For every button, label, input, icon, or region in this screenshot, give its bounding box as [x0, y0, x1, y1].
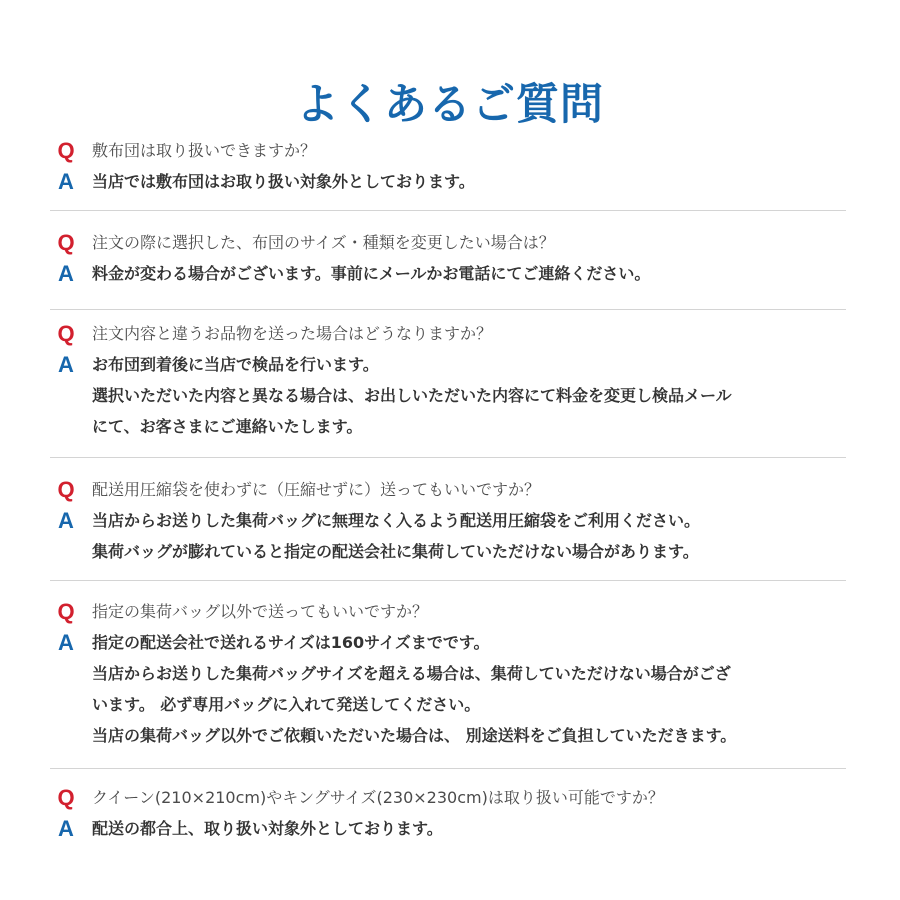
answer-text: お布団到着後に当店で検品を行います。 [92, 355, 379, 374]
answer-row [50, 380, 846, 411]
answer-mark-icon: A [58, 352, 74, 377]
faq-item-4 [50, 474, 846, 567]
question-mark-icon: Q [57, 230, 75, 255]
answer-row [50, 536, 846, 567]
faq-item-6 [50, 782, 846, 844]
answer-row [50, 720, 846, 751]
faq-item-3 [50, 318, 846, 442]
question-text: クイーン(210×210cm)やキングサイズ(230×230cm)は取り扱い可能ですか？ [92, 788, 664, 807]
answer-mark-icon: A [58, 261, 74, 286]
answer-row [50, 258, 846, 289]
answer-text: 当店からお送りした集荷バッグに無理なく入るよう配送用圧縮袋をご利用ください。 [92, 511, 701, 530]
answer-text: 当店からお送りした集荷バッグサイズを超える場合は、集荷していただけない場合がござ [92, 664, 731, 683]
answer-mark-icon: A [58, 508, 74, 533]
divider [50, 457, 846, 458]
question-text: 敷布団は取り扱いできますか？ [92, 141, 317, 160]
answer-mark-icon: A [58, 169, 74, 194]
answer-row [50, 166, 846, 197]
answer-text: 当店の集荷バッグ以外でご依頼いただいた場合は、 別途送料をご負担していただきます。 [92, 726, 737, 745]
answer-row [50, 813, 846, 844]
question-row [50, 596, 846, 627]
answer-row [50, 505, 846, 536]
answer-row [50, 349, 846, 380]
question-mark-icon: Q [57, 599, 75, 624]
divider [50, 580, 846, 581]
question-mark-icon: Q [57, 321, 75, 346]
answer-row [50, 411, 846, 442]
question-row [50, 782, 846, 813]
divider [50, 210, 846, 211]
question-mark-icon: Q [57, 785, 75, 810]
question-text: 指定の集荷バッグ以外で送ってもいいですか？ [92, 602, 429, 621]
answer-text: 指定の配送会社で送れるサイズは160サイズまでです。 [92, 633, 490, 652]
page-title: よくあるご質問 [296, 79, 604, 130]
question-text: 注文内容と違うお品物を送った場合はどうなりますか？ [92, 324, 493, 343]
question-mark-icon: Q [57, 477, 75, 502]
question-mark-icon: Q [57, 138, 75, 163]
answer-text: 当店では敷布団はお取り扱い対象外としております。 [92, 172, 475, 191]
faq-item-2 [50, 227, 846, 289]
question-row [50, 227, 846, 258]
answer-text: にて、お客さまにご連絡いたします。 [92, 417, 363, 436]
question-text: 配送用圧縮袋を使わずに（圧縮せずに）送ってもいいですか？ [92, 480, 541, 499]
faq-item-1 [50, 135, 846, 197]
answer-mark-icon: A [58, 630, 74, 655]
answer-text: 集荷バッグが膨れていると指定の配送会社に集荷していただけない場合があります。 [92, 542, 699, 561]
answer-text: 選択いただいた内容と異なる場合は、お出しいただいた内容にて料金を変更し検品メール [92, 386, 732, 405]
answer-text: います。 必ず専用バッグに入れて発送してください。 [92, 695, 481, 714]
answer-row [50, 658, 846, 689]
faq-item-5 [50, 596, 846, 751]
answer-row [50, 689, 846, 720]
answer-text: 料金が変わる場合がございます。事前にメールかお電話にてご連絡ください。 [92, 264, 651, 283]
question-text: 注文の際に選択した、布団のサイズ・種類を変更したい場合は？ [92, 233, 555, 252]
question-row [50, 318, 846, 349]
answer-text: 配送の都合上、取り扱い対象外としております。 [92, 819, 443, 838]
divider [50, 768, 846, 769]
answer-mark-icon: A [58, 816, 74, 841]
question-row [50, 474, 846, 505]
divider [50, 309, 846, 310]
answer-row [50, 627, 846, 658]
question-row [50, 135, 846, 166]
